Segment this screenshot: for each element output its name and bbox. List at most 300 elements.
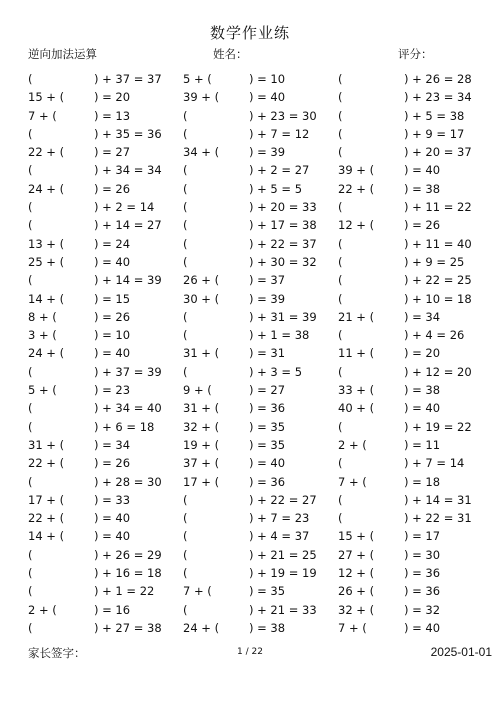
problem-item <box>183 582 333 600</box>
problem-left-part: ( <box>338 291 343 306</box>
problem-right-part: ) + 7 = 23 <box>249 511 310 526</box>
problem-item <box>338 509 488 527</box>
problem-item <box>183 235 333 253</box>
problem-item <box>338 180 488 198</box>
problem-right-part: ) + 5 = 38 <box>404 108 465 123</box>
problem-item <box>338 601 488 619</box>
problem-left-part: ( <box>28 401 33 416</box>
problem-left-part: 15 + ( <box>338 529 375 544</box>
problem-item <box>183 491 333 509</box>
problem-item <box>183 564 333 582</box>
problem-right-part: ) + 7 = 12 <box>249 126 310 141</box>
problem-right-part: ) = 40 <box>94 254 131 269</box>
problem-right-part: ) + 22 = 37 <box>249 236 317 251</box>
problem-left-part: 22 + ( <box>28 511 65 526</box>
problem-right-part: ) = 26 <box>404 218 441 233</box>
problem-item <box>183 546 333 564</box>
problem-item <box>338 454 488 472</box>
problem-row <box>0 70 500 88</box>
problem-right-part: ) + 21 = 33 <box>249 602 317 617</box>
problem-left-part: 37 + ( <box>183 456 220 471</box>
problem-item <box>338 235 488 253</box>
problem-row <box>0 308 500 326</box>
problem-left-part: 31 + ( <box>28 437 65 452</box>
problem-grid <box>0 70 500 637</box>
problem-left-part: ( <box>28 419 33 434</box>
problem-row <box>0 546 500 564</box>
problem-right-part: ) = 40 <box>404 620 441 635</box>
problem-left-part: 12 + ( <box>338 566 375 581</box>
problem-right-part: ) = 40 <box>94 511 131 526</box>
problem-left-part: 9 + ( <box>183 383 212 398</box>
problem-row <box>0 161 500 179</box>
problem-right-part: ) + 3 = 5 <box>249 364 303 379</box>
problem-right-part: ) + 16 = 18 <box>94 566 162 581</box>
problem-item <box>183 509 333 527</box>
problem-item <box>338 546 488 564</box>
problem-row <box>0 491 500 509</box>
section-label: 逆向加法运算 <box>28 47 97 61</box>
problem-row <box>0 198 500 216</box>
problem-item <box>28 436 178 454</box>
problem-item <box>183 436 333 454</box>
problem-left-part: ( <box>183 163 188 178</box>
problem-left-part: 13 + ( <box>28 236 65 251</box>
problem-item <box>338 161 488 179</box>
problem-item <box>338 125 488 143</box>
problem-left-part: 11 + ( <box>338 346 375 361</box>
problem-row <box>0 180 500 198</box>
problem-left-part: 34 + ( <box>183 145 220 160</box>
problem-row <box>0 564 500 582</box>
problem-item <box>183 143 333 161</box>
problem-item <box>338 70 488 88</box>
problem-row <box>0 381 500 399</box>
problem-left-part: 33 + ( <box>338 383 375 398</box>
problem-right-part: ) + 14 = 39 <box>94 273 162 288</box>
problem-left-part: 2 + ( <box>28 602 57 617</box>
problem-right-part: ) + 10 = 18 <box>404 291 472 306</box>
problem-right-part: ) = 37 <box>249 273 286 288</box>
problem-item <box>28 546 178 564</box>
problem-item <box>28 473 178 491</box>
problem-right-part: ) + 19 = 19 <box>249 566 317 581</box>
problem-right-part: ) = 34 <box>94 437 131 452</box>
problem-left-part: 32 + ( <box>338 602 375 617</box>
problem-item <box>338 271 488 289</box>
problem-item <box>338 381 488 399</box>
problem-item <box>28 107 178 125</box>
problem-right-part: ) = 36 <box>249 401 286 416</box>
problem-left-part: ( <box>338 254 343 269</box>
problem-left-part: 27 + ( <box>338 547 375 562</box>
problem-right-part: ) = 26 <box>94 309 131 324</box>
problem-right-part: ) + 9 = 25 <box>404 254 465 269</box>
problem-item <box>183 473 333 491</box>
problem-item <box>28 619 178 637</box>
problem-row <box>0 601 500 619</box>
problem-left-part: ( <box>183 511 188 526</box>
problem-item <box>183 619 333 637</box>
problem-left-part: 15 + ( <box>28 90 65 105</box>
problem-right-part: ) = 38 <box>404 181 441 196</box>
problem-left-part: 22 + ( <box>28 456 65 471</box>
problem-row <box>0 344 500 362</box>
problem-right-part: ) + 26 = 29 <box>94 547 162 562</box>
problem-left-part: ( <box>183 364 188 379</box>
problem-right-part: ) + 14 = 31 <box>404 492 472 507</box>
problem-right-part: ) + 35 = 36 <box>94 126 162 141</box>
problem-item <box>183 107 333 125</box>
problem-item <box>338 88 488 106</box>
problem-right-part: ) + 9 = 17 <box>404 126 465 141</box>
problem-item <box>28 308 178 326</box>
problem-left-part: ( <box>28 364 33 379</box>
problem-right-part: ) + 34 = 34 <box>94 163 162 178</box>
problem-row <box>0 143 500 161</box>
problem-left-part: ( <box>338 200 343 215</box>
problem-right-part: ) = 36 <box>404 566 441 581</box>
problem-right-part: ) = 40 <box>94 529 131 544</box>
problem-right-part: ) = 35 <box>249 584 286 599</box>
problem-left-part: ( <box>338 126 343 141</box>
problem-right-part: ) = 36 <box>404 584 441 599</box>
problem-left-part: 8 + ( <box>28 309 57 324</box>
problem-right-part: ) + 19 = 22 <box>404 419 472 434</box>
problem-right-part: ) + 30 = 32 <box>249 254 317 269</box>
problem-item <box>183 381 333 399</box>
problem-left-part: 7 + ( <box>183 584 212 599</box>
problem-item <box>183 216 333 234</box>
problem-left-part: 5 + ( <box>28 383 57 398</box>
problem-right-part: ) = 39 <box>249 291 286 306</box>
problem-item <box>28 509 178 527</box>
problem-left-part: 32 + ( <box>183 419 220 434</box>
problem-left-part: ( <box>338 328 343 343</box>
problem-right-part: ) = 23 <box>94 383 131 398</box>
problem-item <box>183 454 333 472</box>
problem-right-part: ) = 27 <box>94 145 131 160</box>
problem-item <box>28 399 178 417</box>
problem-row <box>0 271 500 289</box>
problem-left-part: ( <box>183 328 188 343</box>
problem-item <box>28 88 178 106</box>
problem-left-part: ( <box>183 126 188 141</box>
problem-row <box>0 527 500 545</box>
problem-right-part: ) + 22 = 25 <box>404 273 472 288</box>
problem-item <box>183 344 333 362</box>
problem-right-part: ) = 27 <box>249 383 286 398</box>
problem-right-part: ) + 31 = 39 <box>249 309 317 324</box>
problem-right-part: ) = 20 <box>404 346 441 361</box>
problem-right-part: ) + 14 = 27 <box>94 218 162 233</box>
problem-item <box>28 344 178 362</box>
problem-item <box>183 253 333 271</box>
problem-right-part: ) + 20 = 33 <box>249 200 317 215</box>
problem-right-part: ) = 34 <box>404 309 441 324</box>
problem-left-part: 3 + ( <box>28 328 57 343</box>
problem-left-part: 7 + ( <box>338 620 367 635</box>
problem-row <box>0 216 500 234</box>
problem-right-part: ) = 26 <box>94 456 131 471</box>
problem-left-part: 17 + ( <box>28 492 65 507</box>
problem-item <box>338 198 488 216</box>
problem-row <box>0 509 500 527</box>
problem-left-part: ( <box>183 254 188 269</box>
problem-item <box>338 308 488 326</box>
problem-right-part: ) + 1 = 38 <box>249 328 310 343</box>
problem-item <box>183 70 333 88</box>
problem-item <box>28 161 178 179</box>
problem-right-part: ) = 31 <box>249 346 286 361</box>
problem-right-part: ) + 2 = 27 <box>249 163 310 178</box>
problem-item <box>28 216 178 234</box>
problem-item <box>183 125 333 143</box>
problem-right-part: ) + 37 = 37 <box>94 72 162 86</box>
problem-right-part: ) + 17 = 38 <box>249 218 317 233</box>
problem-right-part: ) + 7 = 14 <box>404 456 465 471</box>
problem-right-part: ) + 28 = 30 <box>94 474 162 489</box>
problem-item <box>183 161 333 179</box>
problem-right-part: ) + 27 = 38 <box>94 620 162 635</box>
problem-left-part: 22 + ( <box>28 145 65 160</box>
problem-item <box>183 88 333 106</box>
problem-right-part: ) = 10 <box>249 72 286 86</box>
problem-right-part: ) = 26 <box>94 181 131 196</box>
problem-item <box>28 70 178 88</box>
problem-right-part: ) = 32 <box>404 602 441 617</box>
problem-item <box>183 308 333 326</box>
problem-right-part: ) = 24 <box>94 236 131 251</box>
problem-left-part: ( <box>183 309 188 324</box>
problem-left-part: ( <box>183 547 188 562</box>
problem-left-part: 30 + ( <box>183 291 220 306</box>
problem-left-part: 26 + ( <box>183 273 220 288</box>
problem-right-part: ) = 18 <box>404 474 441 489</box>
problem-left-part: ( <box>338 145 343 160</box>
problem-item <box>183 271 333 289</box>
problem-item <box>28 601 178 619</box>
problem-item <box>183 527 333 545</box>
problem-left-part: 40 + ( <box>338 401 375 416</box>
problem-item <box>183 198 333 216</box>
problem-item <box>338 399 488 417</box>
page-title: 数学作业练 <box>209 24 290 42</box>
problem-left-part: ( <box>28 620 33 635</box>
problem-item <box>338 582 488 600</box>
problem-left-part: ( <box>338 419 343 434</box>
problem-item <box>338 564 488 582</box>
problem-item <box>28 381 178 399</box>
problem-item <box>338 216 488 234</box>
problem-left-part: 7 + ( <box>28 108 57 123</box>
problem-item <box>28 290 178 308</box>
problem-item <box>338 253 488 271</box>
problem-item <box>338 363 488 381</box>
problem-left-part: ( <box>338 364 343 379</box>
problem-right-part: ) + 2 = 14 <box>94 200 155 215</box>
problem-right-part: ) + 26 = 28 <box>404 72 472 86</box>
problem-row <box>0 88 500 106</box>
problem-item <box>183 180 333 198</box>
problem-right-part: ) = 40 <box>249 456 286 471</box>
problem-item <box>338 344 488 362</box>
problem-right-part: ) + 12 = 20 <box>404 364 472 379</box>
problem-item <box>338 326 488 344</box>
problem-right-part: ) + 11 = 22 <box>404 200 472 215</box>
problem-left-part: 14 + ( <box>28 291 65 306</box>
problem-left-part: 31 + ( <box>183 346 220 361</box>
problem-left-part: 24 + ( <box>28 181 65 196</box>
parent-signature-label: 家长签字： <box>28 646 86 660</box>
problem-left-part: ( <box>28 126 33 141</box>
problem-row <box>0 107 500 125</box>
name-label: 姓名： <box>213 47 248 61</box>
problem-left-part: ( <box>338 456 343 471</box>
problem-item <box>28 180 178 198</box>
problem-right-part: ) = 17 <box>404 529 441 544</box>
problem-item <box>28 491 178 509</box>
problem-item <box>183 326 333 344</box>
problem-item <box>338 491 488 509</box>
problem-row <box>0 473 500 491</box>
problem-row <box>0 235 500 253</box>
problem-left-part: ( <box>28 547 33 562</box>
problem-row <box>0 454 500 472</box>
problem-left-part: ( <box>183 218 188 233</box>
problem-left-part: ( <box>183 108 188 123</box>
problem-item <box>338 436 488 454</box>
problem-item <box>28 253 178 271</box>
problem-item <box>28 454 178 472</box>
problem-right-part: ) = 30 <box>404 547 441 562</box>
problem-right-part: ) = 40 <box>94 346 131 361</box>
problem-left-part: 26 + ( <box>338 584 375 599</box>
problem-item <box>28 198 178 216</box>
problem-row <box>0 399 500 417</box>
problem-left-part: ( <box>183 529 188 544</box>
problem-item <box>28 363 178 381</box>
problem-right-part: ) = 36 <box>249 474 286 489</box>
problem-item <box>28 125 178 143</box>
problem-right-part: ) + 23 = 34 <box>404 90 472 105</box>
problem-right-part: ) = 40 <box>249 90 286 105</box>
problem-item <box>183 290 333 308</box>
problem-left-part: 7 + ( <box>338 474 367 489</box>
problem-left-part: 24 + ( <box>28 346 65 361</box>
problem-left-part: ( <box>183 181 188 196</box>
problem-right-part: ) = 10 <box>94 328 131 343</box>
problem-right-part: ) + 4 = 37 <box>249 529 310 544</box>
problem-left-part: ( <box>338 492 343 507</box>
problem-item <box>183 363 333 381</box>
problem-right-part: ) = 16 <box>94 602 131 617</box>
problem-right-part: ) + 37 = 39 <box>94 364 162 379</box>
problem-item <box>338 473 488 491</box>
problem-item <box>28 271 178 289</box>
problem-left-part: 24 + ( <box>183 620 220 635</box>
problem-left-part: ( <box>183 236 188 251</box>
problem-right-part: ) = 38 <box>404 383 441 398</box>
problem-right-part: ) + 11 = 40 <box>404 236 472 251</box>
problem-right-part: ) + 23 = 30 <box>249 108 317 123</box>
problem-right-part: ) = 40 <box>404 163 441 178</box>
problem-left-part: ( <box>338 511 343 526</box>
problem-item <box>28 143 178 161</box>
problem-right-part: ) = 35 <box>249 419 286 434</box>
problem-right-part: ) + 22 = 27 <box>249 492 317 507</box>
problem-left-part: ( <box>28 474 33 489</box>
problem-left-part: ( <box>338 90 343 105</box>
problem-row <box>0 326 500 344</box>
problem-left-part: 14 + ( <box>28 529 65 544</box>
problem-row <box>0 436 500 454</box>
score-label: 评分： <box>398 47 433 61</box>
problem-right-part: ) + 5 = 5 <box>249 181 303 196</box>
problem-left-part: ( <box>28 200 33 215</box>
problem-left-part: 22 + ( <box>338 181 375 196</box>
problem-item <box>28 564 178 582</box>
problem-left-part: 19 + ( <box>183 437 220 452</box>
problem-row <box>0 619 500 637</box>
problem-left-part: ( <box>183 200 188 215</box>
problem-left-part: ( <box>183 602 188 617</box>
problem-right-part: ) = 38 <box>249 620 286 635</box>
problem-item <box>28 326 178 344</box>
problem-left-part: ( <box>28 584 33 599</box>
problem-row <box>0 582 500 600</box>
problem-left-part: ( <box>183 566 188 581</box>
problem-left-part: ( <box>183 492 188 507</box>
problem-left-part: 17 + ( <box>183 474 220 489</box>
problem-right-part: ) + 21 = 25 <box>249 547 317 562</box>
problem-right-part: ) + 6 = 18 <box>94 419 155 434</box>
problem-left-part: ( <box>28 163 33 178</box>
problem-right-part: ) = 11 <box>404 437 441 452</box>
problem-item <box>338 143 488 161</box>
problem-item <box>28 527 178 545</box>
date: 2025-01-01 <box>430 645 492 659</box>
problem-left-part: 21 + ( <box>338 309 375 324</box>
problem-left-part: 5 + ( <box>183 72 212 86</box>
problem-item <box>338 619 488 637</box>
problem-right-part: ) + 34 = 40 <box>94 401 162 416</box>
problem-row <box>0 125 500 143</box>
problem-item <box>28 582 178 600</box>
problem-item <box>338 290 488 308</box>
problem-right-part: ) = 35 <box>249 437 286 452</box>
problem-row <box>0 290 500 308</box>
problem-right-part: ) + 1 = 22 <box>94 584 155 599</box>
problem-item <box>183 601 333 619</box>
problem-item <box>28 235 178 253</box>
problem-item <box>183 399 333 417</box>
problem-left-part: ( <box>338 72 343 86</box>
problem-right-part: ) + 22 = 31 <box>404 511 472 526</box>
problem-item <box>338 418 488 436</box>
problem-left-part: ( <box>28 273 33 288</box>
problem-left-part: 39 + ( <box>183 90 220 105</box>
problem-left-part: 39 + ( <box>338 163 375 178</box>
problem-left-part: ( <box>28 218 33 233</box>
problem-right-part: ) + 4 = 26 <box>404 328 465 343</box>
problem-right-part: ) = 20 <box>94 90 131 105</box>
problem-right-part: ) + 20 = 37 <box>404 145 472 160</box>
problem-left-part: 12 + ( <box>338 218 375 233</box>
problem-row <box>0 363 500 381</box>
problem-item <box>28 418 178 436</box>
problem-item <box>338 107 488 125</box>
